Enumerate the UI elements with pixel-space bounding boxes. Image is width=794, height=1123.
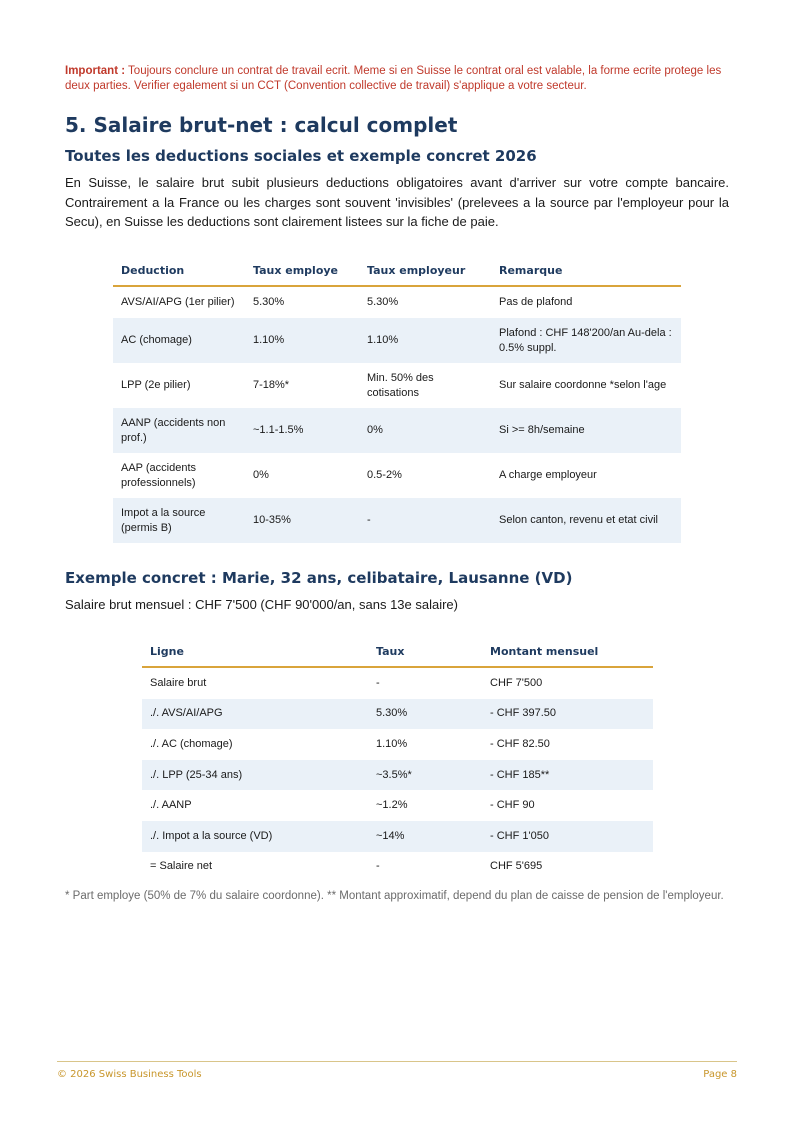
table-row (113, 408, 681, 453)
table-cell: 0.5-2% (367, 469, 402, 481)
col-header-remarque: Remarque (491, 255, 681, 286)
table-cell: 5.30% (368, 699, 482, 730)
table-cell: 5.30% (367, 296, 399, 308)
table-cell: Si >= 8h/semaine (491, 408, 681, 453)
table-row (142, 699, 653, 730)
table-cell: AC (chomage) (113, 318, 245, 363)
table-cell: - CHF 90 (490, 799, 535, 812)
table-cell: - CHF 82.50 (490, 737, 550, 750)
table-header-row (113, 255, 681, 286)
table-cell: 7-18%* (253, 379, 290, 391)
important-text: Toujours conclure un contrat de travail ecrit. Meme si en Suisse le contrat oral est valable, la forme ecrite protege les deux parties. Verifier egalement si un CCT (Convention collective de travail) s'applique a votre secteur. (65, 65, 722, 92)
table-cell: 1.10% (359, 318, 491, 363)
table-cell: CHF 5'695 (490, 860, 543, 873)
deductions-table (113, 255, 681, 543)
table-row (113, 363, 681, 408)
col-header-ligne: Ligne (142, 636, 368, 667)
table-cell: - (376, 676, 380, 689)
table-cell: ./. LPP (25-34 ans) (142, 760, 368, 791)
table-cell: Plafond : CHF 148'200/an Au-dela : 0.5% suppl. (491, 318, 681, 363)
table-cell: AANP (accidents non prof.) (113, 408, 245, 453)
table-row (142, 852, 653, 883)
table-row (113, 318, 681, 363)
table-cell: = Salaire net (150, 860, 213, 873)
table-cell: 1.10% (376, 737, 408, 750)
table-cell: - CHF 1'050 (482, 821, 653, 852)
table-cell: - (376, 860, 380, 873)
table-cell: - CHF 397.50 (482, 699, 653, 730)
example-title: Exemple concret : Marie, 32 ans, celibataire, Lausanne (VD) (65, 569, 573, 587)
footer-copyright: © 2026 Swiss Business Tools (57, 1069, 202, 1080)
table-row (142, 729, 653, 760)
table-cell: - (359, 498, 491, 543)
table-cell: A charge employeur (499, 469, 597, 481)
table-cell: Salaire brut (150, 676, 207, 689)
table-row (113, 453, 681, 498)
col-header-taux-employeur: Taux employeur (359, 255, 491, 286)
table-cell: LPP (2e pilier) (121, 379, 191, 391)
footer-page-number: Page 8 (703, 1069, 737, 1080)
table-cell: 10-35% (245, 498, 359, 543)
table-cell: ./. AC (chomage) (150, 737, 233, 750)
table-cell: ./. AVS/AI/APG (142, 699, 368, 730)
footnote: * Part employe (50% de 7% du salaire coordonne). ** Montant approximatif, depend du plan de caisse de pension de l'employeur. (65, 890, 724, 902)
footer-divider (57, 1061, 737, 1062)
table-cell: ./. AANP (150, 799, 192, 812)
section-title: 5. Salaire brut-net : calcul complet (65, 113, 458, 137)
table-cell: ~14% (368, 821, 482, 852)
col-header-taux: Taux (368, 636, 482, 667)
table-row (142, 760, 653, 791)
table-cell: ~1.2% (376, 799, 408, 812)
intro-paragraph: En Suisse, le salaire brut subit plusieurs deductions obligatoires avant d'arriver sur votre compte bancaire. Contrairement a la France ou les charges sont souvent 'invisibles' (prelevees a la source par l'employeur pour la Secu), en Suisse les deductions sont clairement listees sur la fiche de paie. (65, 175, 729, 229)
col-header-montant: Montant mensuel (482, 636, 653, 667)
table-cell: ./. Impot a la source (VD) (142, 821, 368, 852)
table-cell: - CHF 185** (482, 760, 653, 791)
table-header-row (142, 636, 653, 667)
table-cell: Selon canton, revenu et etat civil (491, 498, 681, 543)
col-header-deduction: Deduction (113, 255, 245, 286)
table-cell: 0% (253, 469, 269, 481)
important-notice (65, 64, 729, 94)
table-cell: Sur salaire coordonne *selon l'age (499, 379, 667, 391)
table-cell: AAP (accidents professionnels) (121, 461, 197, 489)
table-cell: ~3.5%* (368, 760, 482, 791)
table-row (142, 790, 653, 821)
table-cell: 0% (359, 408, 491, 453)
example-table (142, 636, 653, 882)
table-row (142, 667, 653, 699)
example-salary-line: Salaire brut mensuel : CHF 7'500 (CHF 90'000/an, sans 13e salaire) (65, 597, 458, 612)
table-row (113, 498, 681, 543)
table-cell: Impot a la source (permis B) (113, 498, 245, 543)
table-cell: 5.30% (253, 296, 285, 308)
table-cell: Min. 50% des cotisations (367, 371, 434, 399)
table-row (113, 286, 681, 318)
table-cell: 1.10% (245, 318, 359, 363)
important-label: Important : (65, 65, 126, 77)
table-row (142, 821, 653, 852)
table-cell: CHF 7'500 (490, 676, 543, 689)
table-cell: ~1.1-1.5% (245, 408, 359, 453)
col-header-taux-employe: Taux employe (245, 255, 359, 286)
table-cell: Pas de plafond (499, 296, 573, 308)
table-cell: AVS/AI/APG (1er pilier) (121, 296, 235, 308)
section-subtitle: Toutes les deductions sociales et exemple concret 2026 (65, 147, 537, 165)
